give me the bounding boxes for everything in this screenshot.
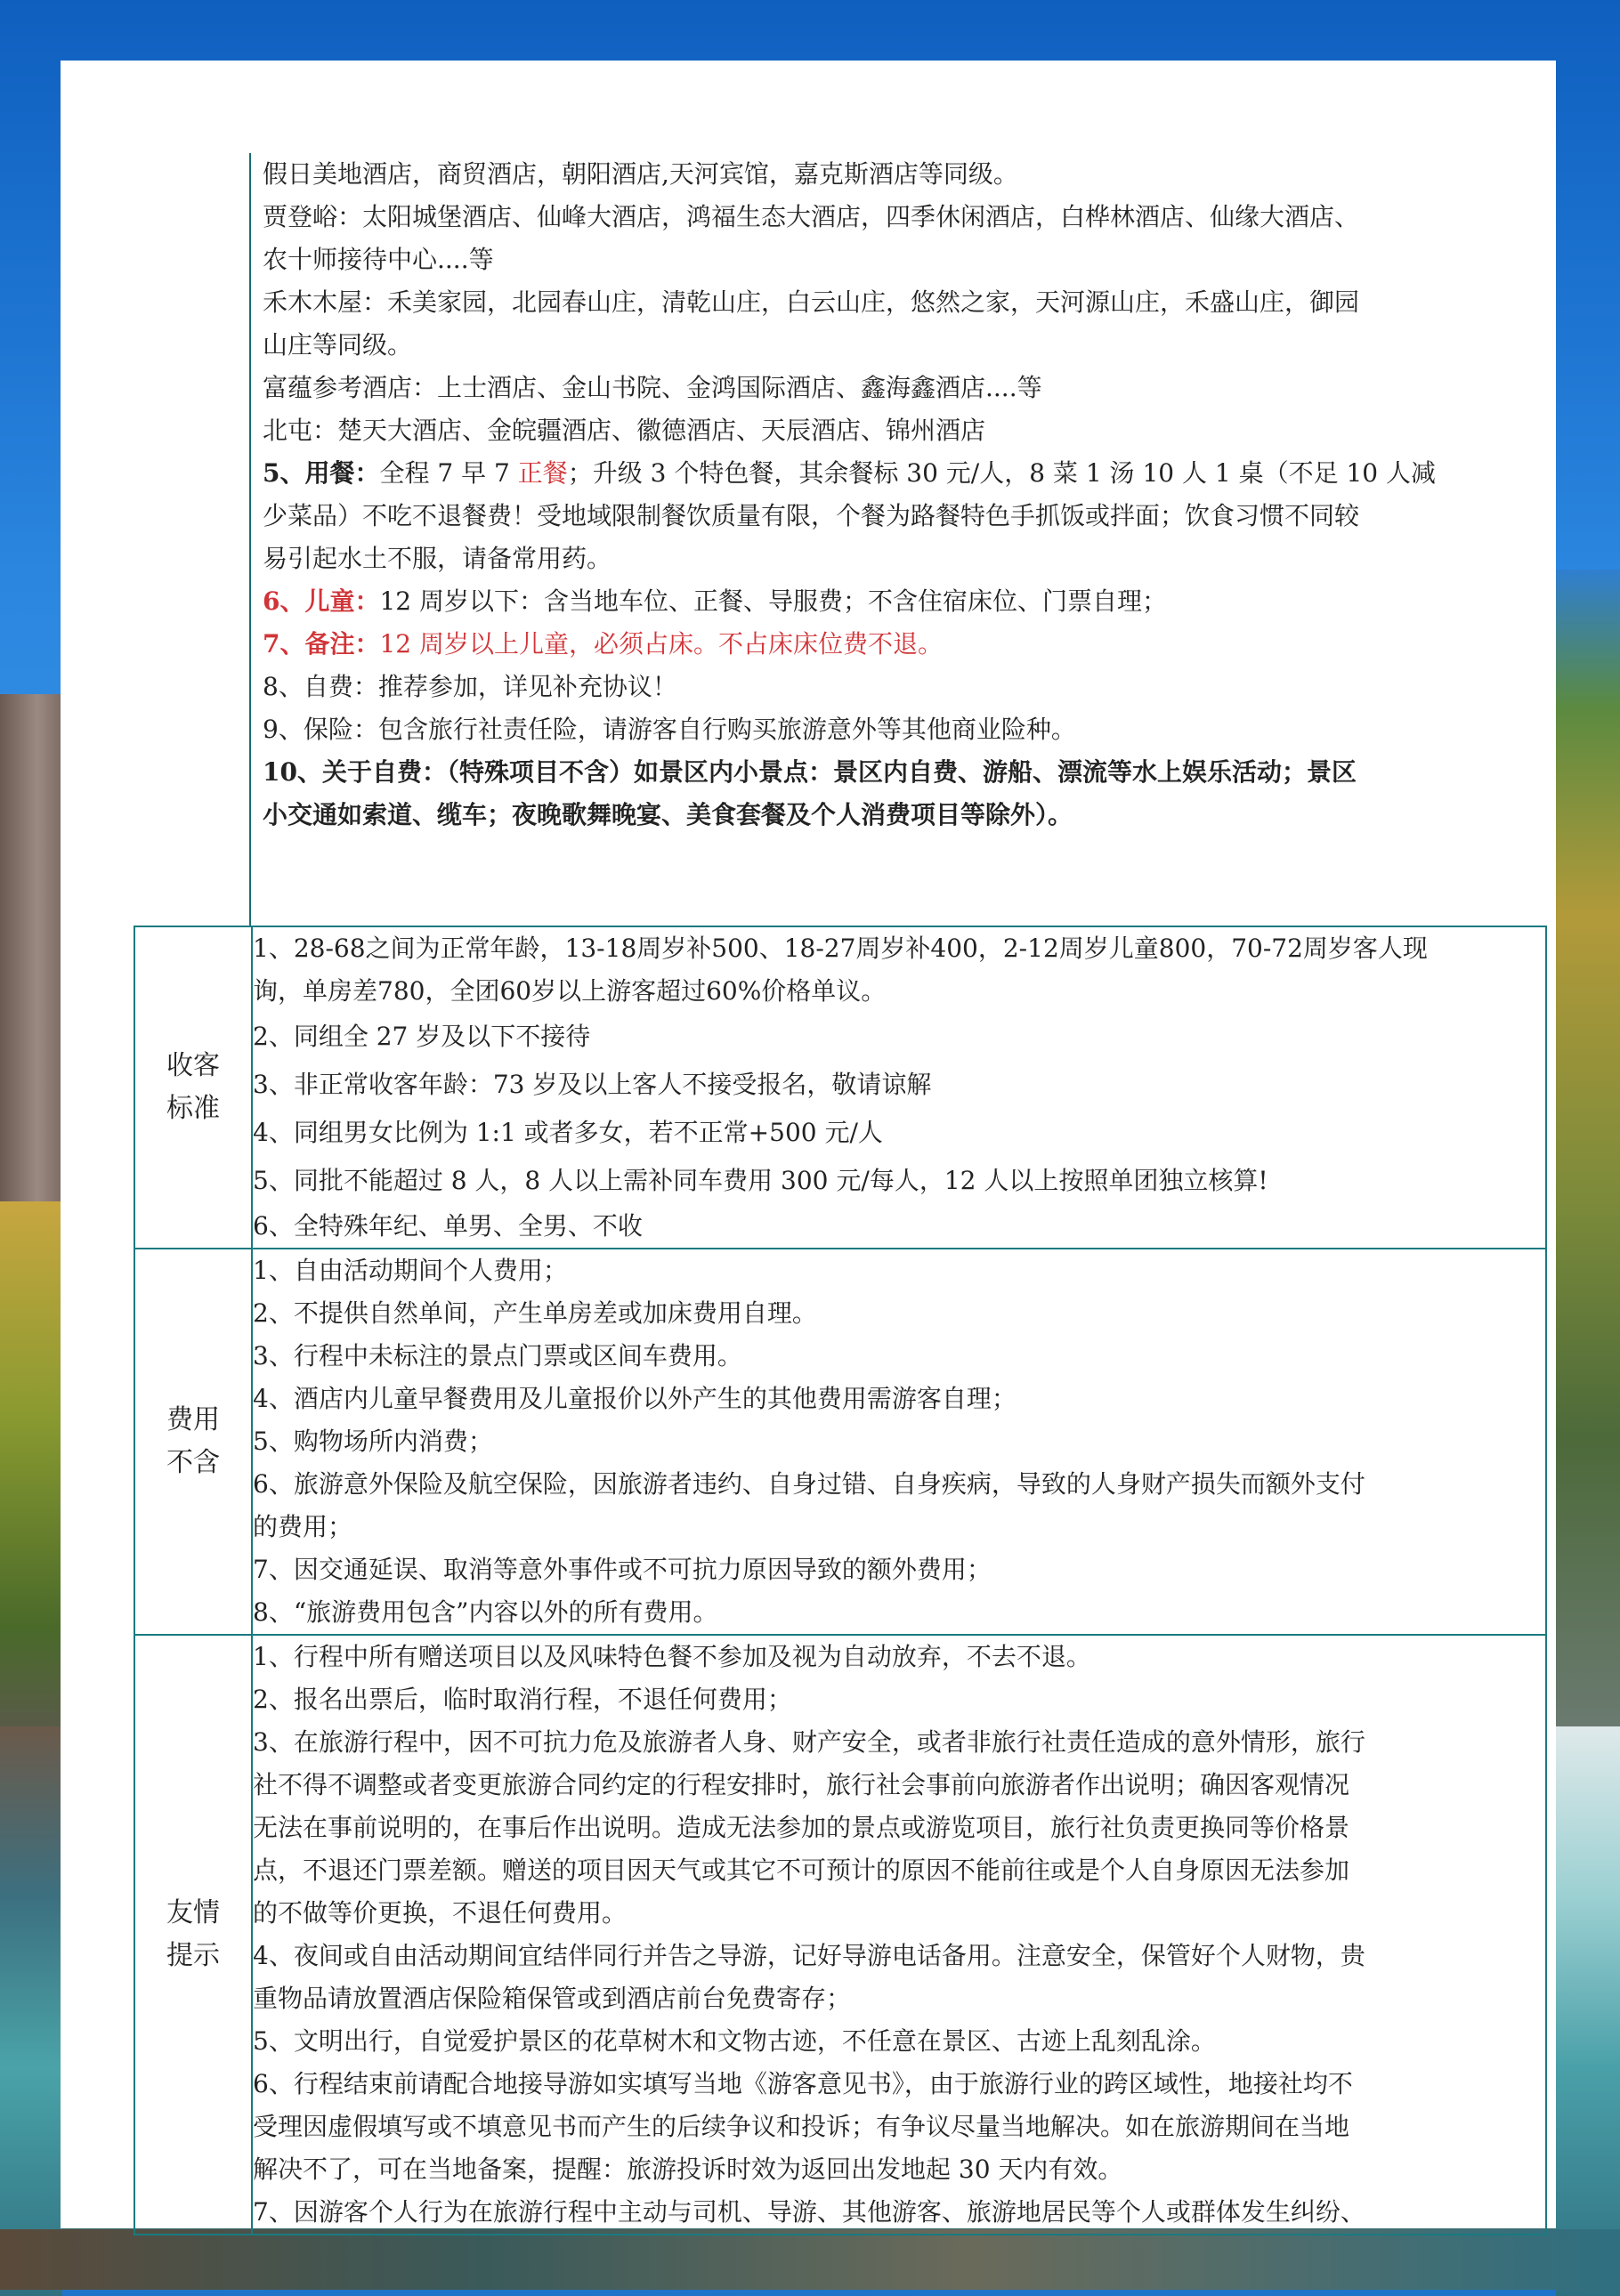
meal-highlight: 正餐 (517, 458, 568, 488)
excluded-item: 5、购物场所内消费； (253, 1427, 493, 1456)
acceptance-body (252, 926, 1546, 1249)
label-line: 友情 (166, 1897, 220, 1928)
tips-item: 5、文明出行，自觉爱护景区的花草树木和文物古迹，不任意在景区、古迹上乱刻乱涂。 (253, 2026, 1216, 2056)
label-line: 收客 (166, 1050, 220, 1081)
about-self-pay-line: 小交通如索道、缆车；夜晚歌舞晚宴、美食套餐及个人消费项目等除外）。 (263, 800, 1073, 829)
meal-line: 少菜品）不吃不退餐费！受地域限制餐饮质量有限，个餐为路餐特色手抓饭或拌面；饮食习惯不同较 (263, 501, 1360, 530)
tips-item: 2、报名出票后，临时取消行程，不退任何费用； (253, 1685, 792, 1714)
label-line: 提示 (166, 1940, 220, 1971)
autumn-trees-left (0, 1201, 62, 1735)
tips-item: 解决不了，可在当地备案，提醒：旅游投诉时效为返回出发地起 30 天内有效。 (253, 2155, 1123, 2184)
acceptance-item: 3、非正常收客年龄：73 岁及以上客人不接受报名，敬请谅解 (253, 1070, 932, 1099)
label-line: 费用 (166, 1404, 220, 1435)
note-label: 7、备注： (263, 629, 380, 659)
meal-text: ；升级 3 个特色餐，其余餐标 30 元/人，8 菜 1 汤 10 人 1 桌（不足 10 人减 (567, 458, 1437, 488)
hotel-line: 富蕴参考酒店：上士酒店、金山书院、金鸿国际酒店、鑫海鑫酒店....等 (263, 373, 1042, 402)
tips-item: 社不得不调整或者变更旅游合同约定的行程安排时，旅行社会事前向旅游者作出说明；确因客观情况 (253, 1770, 1350, 1799)
hotel-line: 禾木木屋：禾美家园，北园春山庄，清乾山庄，白云山庄，悠然之家，天河源山庄，禾盛山庄，御园 (263, 287, 1360, 317)
excluded-item: 7、因交通延误、取消等意外事件或不可抗力原因导致的额外费用； (253, 1555, 992, 1584)
hotel-line: 贾登峪：太阳城堡酒店、仙峰大酒店，鸿福生态大酒店，四季休闲酒店，白桦林酒店、仙缘大酒店、 (263, 202, 1360, 231)
excluded-body (252, 1249, 1546, 1635)
excluded-item: 8、“旅游费用包含”内容以外的所有费用。 (253, 1597, 718, 1627)
child-label: 6、儿童： (263, 586, 380, 616)
document-page (61, 61, 1556, 2228)
tips-item: 的不做等价更换，不退任何费用。 (253, 1898, 628, 1928)
tips-label (134, 1635, 252, 2235)
tips-item: 点，不退还门票差额。赠送的项目因天气或其它不可预计的原因不能前往或是个人自身原因无法参加 (253, 1855, 1350, 1885)
tips-item: 3、在旅游行程中，因不可抗力危及旅游者人身、财产安全，或者非旅行社责任造成的意外情形，旅行 (253, 1727, 1365, 1757)
hotel-line: 北屯：楚天大酒店、金皖疆酒店、徽德酒店、天辰酒店、锦州酒店 (263, 416, 986, 445)
acceptance-item: 询，单房差780，全团60岁以上游客超过60%价格单议。 (253, 976, 887, 1006)
meal-label: 5、用餐： (263, 458, 380, 488)
rocky-riverbed (0, 2229, 1620, 2290)
excluded-row (134, 1249, 1546, 1635)
note-text: 12 周岁以上儿童，必须占床。不占床床位费不退。 (379, 629, 944, 659)
hotel-line: 假日美地酒店，商贸酒店，朝阳酒店,天河宾馆，嘉克斯酒店等同级。 (263, 159, 1018, 189)
insurance-line: 9、保险：包含旅行社责任险，请游客自行购买旅游意外等其他商业险种。 (263, 715, 1076, 744)
hotel-meal-lines (263, 153, 1544, 837)
child-line (263, 580, 1544, 623)
excluded-item: 的费用； (253, 1512, 353, 1541)
self-pay-line: 8、自费：推荐参加，详见补充协议！ (263, 672, 677, 701)
excluded-item: 4、酒店内儿童早餐费用及儿童报价以外产生的其他费用需游客自理； (253, 1384, 1017, 1413)
acceptance-item: 4、同组男女比例为 1:1 或者多女，若不正常+500 元/人 (253, 1118, 883, 1147)
acceptance-label (134, 926, 252, 1249)
terms-table (134, 926, 1547, 2235)
excluded-item: 6、旅游意外保险及航空保险，因旅游者违约、自身过错、自身疾病，导致的人身财产损失而额外支付 (253, 1469, 1365, 1499)
acceptance-item: 5、同批不能超过 8 人，8 人以上需补同车费用 300 元/每人，12 人以上按照单团独立核算! (253, 1166, 1268, 1195)
hotel-meal-section (134, 153, 1547, 926)
river-left (0, 1726, 62, 2296)
excluded-item: 1、自由活动期间个人费用； (253, 1256, 568, 1285)
tips-item: 无法在事前说明的，在事后作出说明。造成无法参加的景点或游览项目，旅行社负责更换同等价格景 (253, 1813, 1350, 1842)
label-line: 标准 (166, 1093, 220, 1124)
section-divider-line (249, 153, 251, 926)
tips-item: 重物品请放置酒店保险箱保管或到酒店前台免费寄存； (253, 1984, 852, 2013)
meal-line (263, 452, 1544, 495)
hotel-line: 农十师接待中心....等 (263, 245, 494, 274)
meal-text: 全程 7 早 7 (379, 458, 518, 488)
tips-item: 7、因游客个人行为在旅游行程中主动与司机、导游、其他游客、旅游地居民等个人或群体发生纠纷、 (253, 2197, 1365, 2227)
tips-item: 4、夜间或自由活动期间宜结伴同行并告之导游，记好导游电话备用。注意安全，保管好个人财物，贵 (253, 1941, 1365, 1970)
autumn-trees-right (1556, 570, 1620, 1726)
tips-row (134, 1635, 1546, 2235)
tips-body (252, 1635, 1546, 2235)
acceptance-item: 1、28-68之间为正常年龄，13-18周岁补500、18-27周岁补400，2-12周岁儿童800，70-72周岁客人现 (253, 934, 1428, 963)
tips-item: 6、行程结束前请配合地接导游如实填写当地《游客意见书》，由于旅游行业的跨区域性，地接社均不 (253, 2069, 1353, 2098)
tips-item: 1、行程中所有赠送项目以及风味特色餐不参加及视为自动放弃，不去不退。 (253, 1642, 1091, 1671)
note-line (263, 623, 1544, 666)
acceptance-item: 2、同组全 27 岁及以下不接待 (253, 1022, 591, 1051)
label-line: 不含 (166, 1447, 220, 1478)
about-self-pay-line: 10、关于自费：（特殊项目不含）如景区内小景点：景区内自费、游船、漂流等水上娱乐活动；景区 (263, 757, 1357, 787)
excluded-label (134, 1249, 252, 1635)
excluded-item: 3、行程中未标注的景点门票或区间车费用。 (253, 1341, 742, 1370)
acceptance-row (134, 926, 1546, 1249)
river-right (1556, 1726, 1620, 2296)
hotel-line: 山庄等同级。 (263, 330, 413, 360)
tips-item: 受理因虚假填写或不填意见书而产生的后续争议和投诉；有争议尽量当地解决。如在旅游期间在当地 (253, 2112, 1350, 2141)
excluded-item: 2、不提供自然单间，产生单房差或加床费用自理。 (253, 1298, 817, 1328)
acceptance-item: 6、全特殊年纪、单男、全男、不收 (253, 1211, 643, 1241)
child-text: 12 周岁以下：含当地车位、正餐、导服费；不含住宿床位、门票自理； (379, 586, 1168, 616)
meal-line: 易引起水土不服，请备常用药。 (263, 544, 612, 573)
